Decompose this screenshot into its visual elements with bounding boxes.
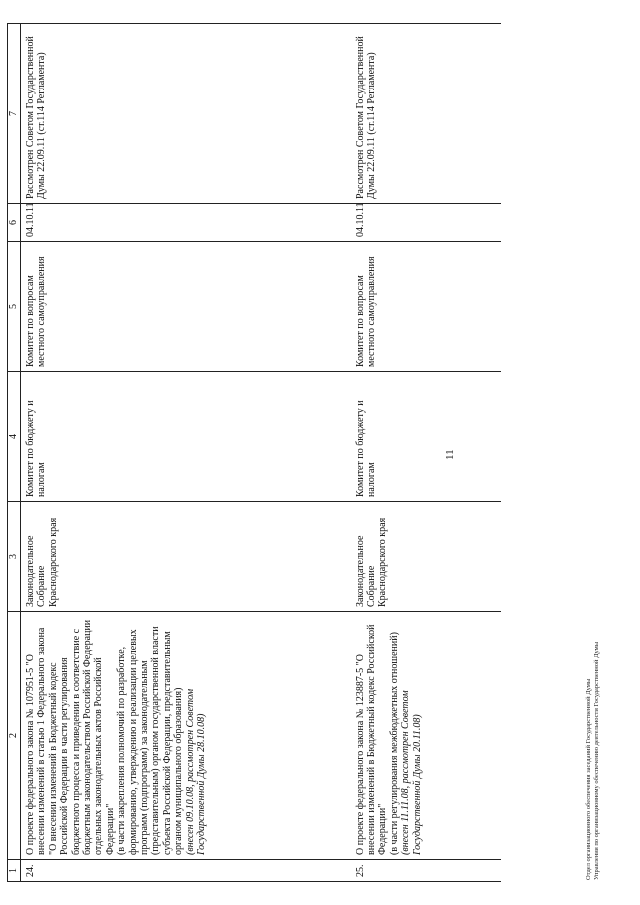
lead-committee-cell: Комитет по бюджету и налогам — [21, 372, 341, 502]
row-number: 24. — [21, 860, 341, 882]
bill-description-cell — [341, 612, 501, 860]
column-header: 1 — [8, 860, 21, 882]
co-committee-cell: Комитет по вопросам местного самоуправления — [21, 242, 341, 372]
status-cell: Рассмотрен Советом Государственной Думы 22.09.11 (ст.114 Регламента) — [341, 24, 501, 204]
table-row — [21, 24, 341, 882]
table-header-row — [8, 24, 21, 882]
lead-committee-cell: Комитет по бюджету и налогам — [341, 372, 501, 502]
column-header: 2 — [8, 612, 21, 860]
initiator-cell: Законодательное Собрание Краснодарского края — [21, 502, 341, 612]
column-header: 4 — [8, 372, 21, 502]
date-cell: 04.10.11 — [21, 204, 341, 242]
column-header: 6 — [8, 204, 21, 242]
bill-note: (в части регулирования межбюджетных отношений) — [388, 632, 400, 855]
co-committee-cell: Комитет по вопросам местного самоуправления — [341, 242, 501, 372]
bill-description-cell — [21, 612, 341, 860]
footer — [585, 642, 601, 880]
bills-table — [7, 23, 501, 882]
bill-title: О проекте федерального закона № 123887-5 "О внесении изменений в Бюджетный кодекс Российской Федерации" — [354, 624, 389, 855]
column-header: 3 — [8, 502, 21, 612]
status-cell: Рассмотрен Советом Государственной Думы 22.09.11 (ст.114 Регламента) — [21, 24, 341, 204]
row-number: 25. — [341, 860, 501, 882]
footer-line: Управления по организационному обеспечению деятельности Государственной Думы — [593, 641, 600, 880]
bill-introduced: (внесен 11.11.08, рассмотрен Советом Государственной Думы 20.11.08) — [400, 690, 423, 855]
page-number: 11 — [444, 449, 456, 460]
footer-line: Отдел организационного обеспечения заседаний Государственной Думы — [585, 678, 592, 880]
column-header: 5 — [8, 242, 21, 372]
initiator-cell: Законодательное Собрание Краснодарского края — [341, 502, 501, 612]
bill-note: (в части закрепления полномочий по разработке, формированию, утверждению и реализации целевых программ (подпрограмм) за законодательным (представительным) органом государственной власти субъекта Российской Федерации, представительным органом муниципального образования) — [116, 626, 185, 855]
date-cell: 04.10.11 — [341, 204, 501, 242]
table-row — [341, 24, 501, 882]
column-header: 7 — [8, 24, 21, 204]
bill-introduced: (внесен 09.10.08, рассмотрен Советом Государственной Думы 28.10.08) — [184, 688, 208, 855]
bill-title: О проекте федерального закона № 107951-5 "О внесении изменений в статью 1 Федерального закона "О внесении изменений в Бюджетный кодекс Российской Федерации в части регулирования бюджетного процесса и приведении в соответствие с бюджетным законодательством Российской Федерации отдельных законодательных актов Российской Федерации" — [25, 619, 116, 855]
